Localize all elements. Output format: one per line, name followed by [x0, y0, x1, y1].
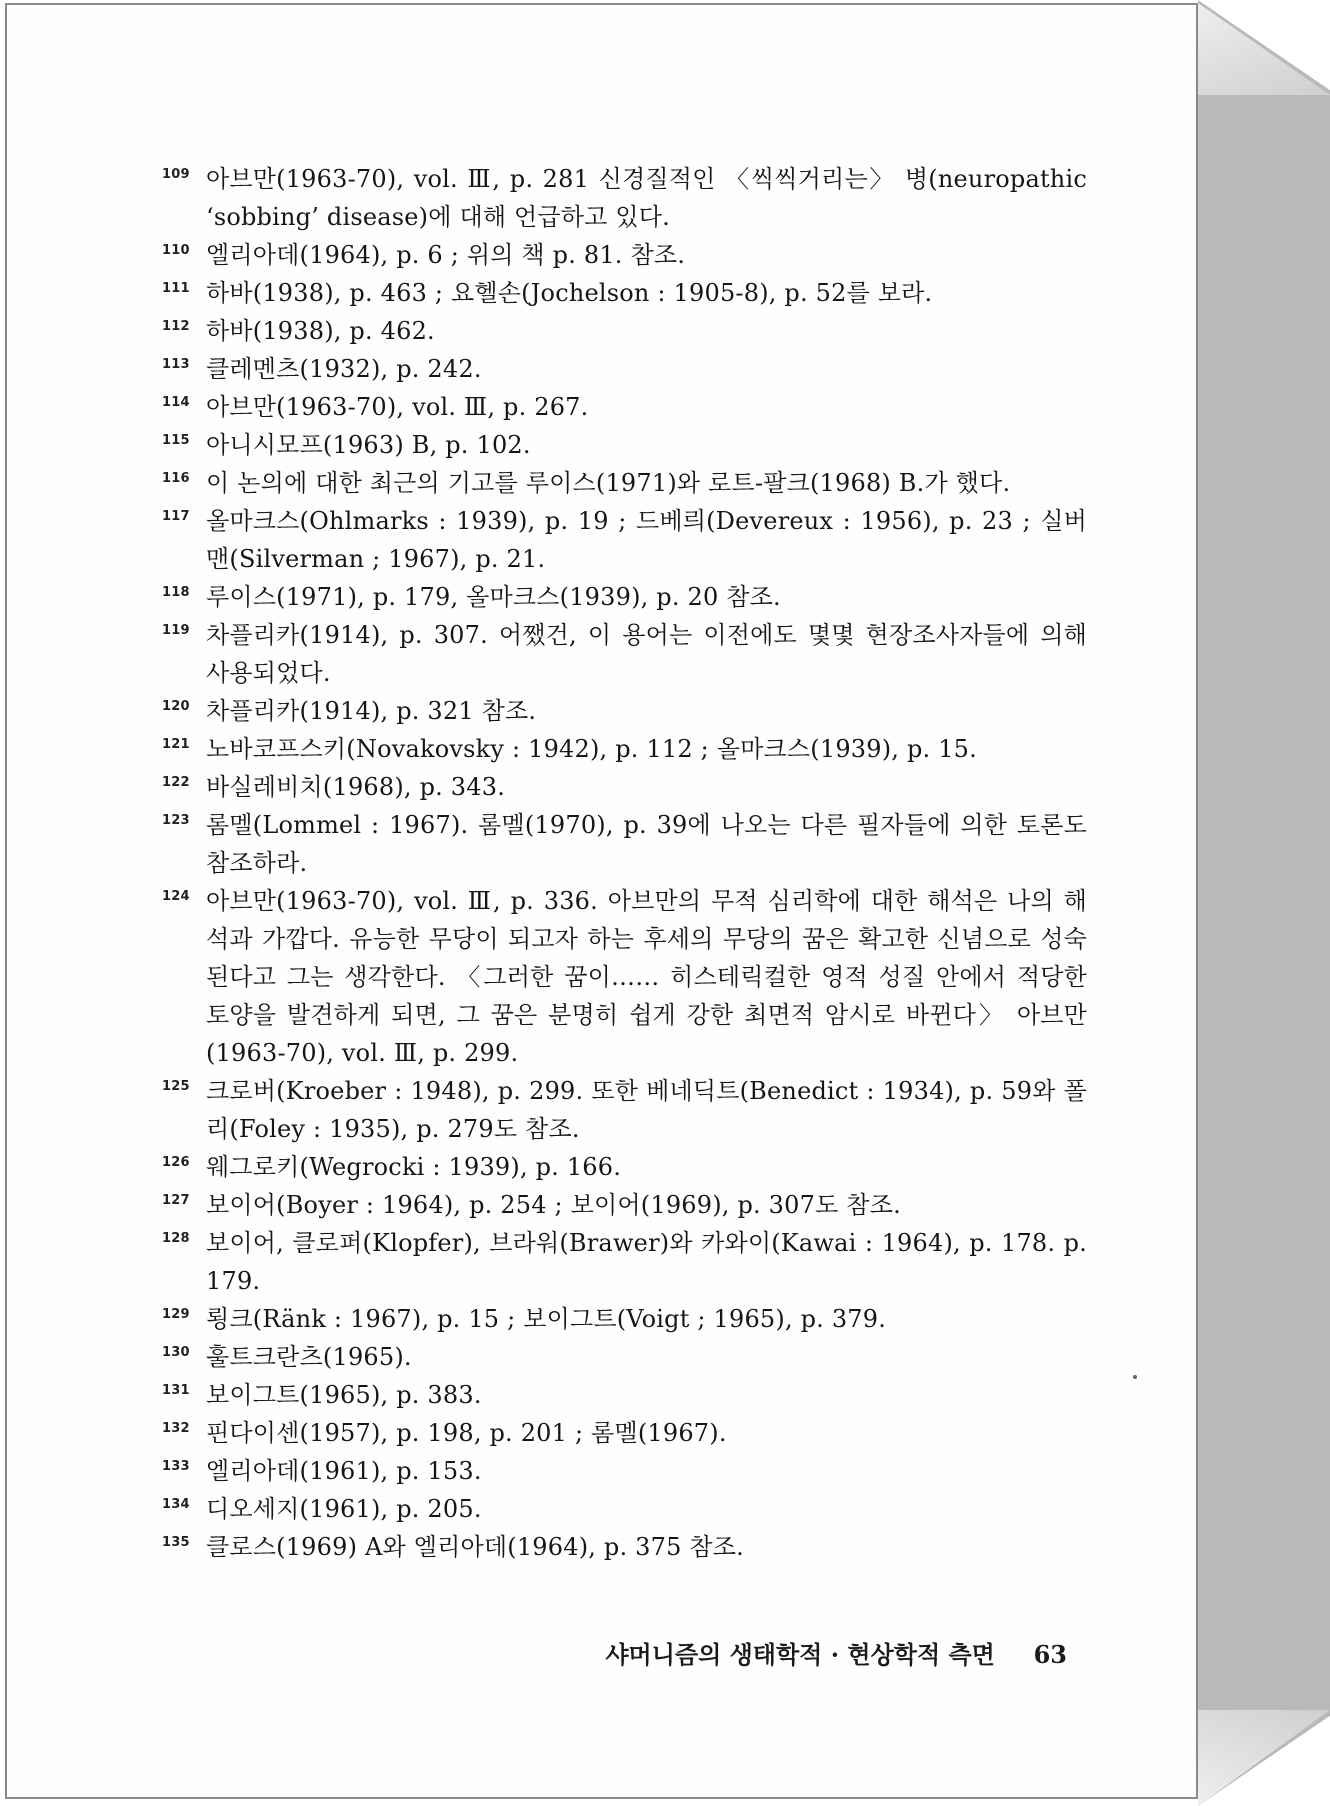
- endnote-text: 보이어, 클로퍼(Klopfer), 브라워(Brawer)와 카와이(Kawai : 1964), p. 178. p. 179.: [206, 1229, 1087, 1295]
- endnote-text: 핀다이센(1957), p. 198, p. 201 ; 롬멜(1967).: [206, 1419, 727, 1447]
- endnote: [162, 578, 1087, 616]
- book-page: [5, 3, 1198, 1799]
- endnote: [162, 1148, 1087, 1186]
- endnote-number: 134: [162, 1497, 190, 1512]
- endnote: [162, 426, 1087, 464]
- endnote-text: 노바코프스키(Novakovsky : 1942), p. 112 ; 올마크스(1939), p. 15.: [206, 735, 977, 763]
- endnote-text: 올마크스(Ohlmarks : 1939), p. 19 ; 드베릐(Devereux : 1956), p. 23 ; 실버맨(Silverman ; 1967), p. 21.: [206, 507, 1087, 573]
- endnote-number: 124: [162, 889, 190, 904]
- endnote-text: 루이스(1971), p. 179, 올마크스(1939), p. 20 참조.: [206, 583, 781, 611]
- endnote-number: 115: [162, 433, 190, 448]
- endnote: [162, 768, 1087, 806]
- endnote: [162, 1338, 1087, 1376]
- endnote-text: 엘리아데(1964), p. 6 ; 위의 책 p. 81. 참조.: [206, 241, 686, 269]
- endnote: [162, 1072, 1087, 1148]
- endnote-number: 131: [162, 1383, 190, 1398]
- endnote: [162, 1376, 1087, 1414]
- endnote-number: 116: [162, 471, 190, 486]
- endnote-number: 112: [162, 319, 190, 334]
- endnote-text: 웨그로키(Wegrocki : 1939), p. 166.: [206, 1153, 622, 1181]
- endnote-number: 119: [162, 623, 190, 638]
- endnote-text: 차플리카(1914), p. 307. 어쨌건, 이 용어는 이전에도 몇몇 현장조사자들에 의해 사용되었다.: [206, 621, 1087, 687]
- endnote-number: 117: [162, 509, 190, 524]
- endnote-number: 118: [162, 585, 190, 600]
- endnote: [162, 806, 1087, 882]
- endnote: [162, 1528, 1087, 1566]
- endnote-number: 126: [162, 1155, 190, 1170]
- endnote-text: 하바(1938), p. 463 ; 요헬손(Jochelson : 1905-8), p. 52를 보라.: [206, 279, 933, 307]
- endnote: [162, 160, 1087, 236]
- endnote: [162, 312, 1087, 350]
- endnote-number: 109: [162, 167, 190, 182]
- endnote-number: 123: [162, 813, 190, 828]
- endnote: [162, 1186, 1087, 1224]
- endnote-number: 135: [162, 1535, 190, 1550]
- endnote: [162, 502, 1087, 578]
- endnotes-list: [162, 160, 1087, 1566]
- endnote-number: 110: [162, 243, 190, 258]
- endnote-text: 룅크(Ränk : 1967), p. 15 ; 보이그트(Voigt ; 1965), p. 379.: [206, 1305, 887, 1333]
- endnote-text: 하바(1938), p. 462.: [206, 317, 435, 345]
- endnote-text: 아브만(1963-70), vol. Ⅲ, p. 267.: [206, 393, 589, 421]
- endnote: [162, 616, 1087, 692]
- endnote-number: 113: [162, 357, 190, 372]
- endnote: [162, 236, 1087, 274]
- endnote-text: 클로스(1969) A와 엘리아데(1964), p. 375 참조.: [206, 1533, 744, 1561]
- endnote-text: 보이어(Boyer : 1964), p. 254 ; 보이어(1969), p. 307도 참조.: [206, 1191, 901, 1219]
- endnote-number: 127: [162, 1193, 190, 1208]
- endnote: [162, 388, 1087, 426]
- endnote-text: 롬멜(Lommel : 1967). 롬멜(1970), p. 39에 나오는 다른 필자들에 의한 토론도 참조하라.: [206, 811, 1087, 877]
- running-title: 샤머니즘의 생태학적 · 현상학적 측면: [605, 1640, 995, 1669]
- endnote-number: 129: [162, 1307, 190, 1322]
- endnote-text: 차플리카(1914), p. 321 참조.: [206, 697, 537, 725]
- endnote-number: 122: [162, 775, 190, 790]
- endnote: [162, 274, 1087, 312]
- endnote-text: 클레멘츠(1932), p. 242.: [206, 355, 482, 383]
- endnote: [162, 1300, 1087, 1338]
- endnote-number: 125: [162, 1079, 190, 1094]
- book-edge: [1198, 0, 1330, 1806]
- endnote-number: 130: [162, 1345, 190, 1360]
- endnote: [162, 882, 1087, 1072]
- endnote-text: 보이그트(1965), p. 383.: [206, 1381, 482, 1409]
- endnote-text: 크로버(Kroeber : 1948), p. 299. 또한 베네딕트(Benedict : 1934), p. 59와 폴리(Foley : 1935), p. 279도 참조.: [206, 1077, 1087, 1143]
- endnote-text: 엘리아데(1961), p. 153.: [206, 1457, 482, 1485]
- endnote-text: 아브만(1963-70), vol. Ⅲ, p. 336. 아브만의 무적 심리학에 대한 해석은 나의 해석과 가깝다. 유능한 무당이 되고자 하는 후세의 무당의 꿈은 확고한 신념으로 성숙된다고 그는 생각한다. 〈그러한 꿈이…… 히스테릭컬한 영적 성질 안에서 적당한 토양을 발견하게 되면, 그 꿈은 분명히 쉽게 강한 최면적 암시로 바뀐다〉 아브만(1963-70), vol. Ⅲ, p. 299.: [206, 887, 1087, 1067]
- page-footer: [587, 1635, 1067, 1670]
- endnote-number: 120: [162, 699, 190, 714]
- page-number: 63: [1033, 1640, 1067, 1669]
- endnote: [162, 464, 1087, 502]
- endnote-text: 아니시모프(1963) B, p. 102.: [206, 431, 531, 459]
- endnote: [162, 350, 1087, 388]
- endnote: [162, 692, 1087, 730]
- endnote: [162, 1490, 1087, 1528]
- endnote-text: 디오세지(1961), p. 205.: [206, 1495, 482, 1523]
- endnote-text: 훌트크란츠(1965).: [206, 1343, 412, 1371]
- endnote: [162, 1224, 1087, 1300]
- endnote-number: 132: [162, 1421, 190, 1436]
- endnote: [162, 730, 1087, 768]
- endnote-number: 133: [162, 1459, 190, 1474]
- endnote-number: 111: [162, 281, 190, 296]
- endnote: [162, 1414, 1087, 1452]
- endnote-number: 114: [162, 395, 190, 410]
- endnote-text: 바실레비치(1968), p. 343.: [206, 773, 506, 801]
- endnote: [162, 1452, 1087, 1490]
- speck: [1133, 1375, 1137, 1379]
- endnote-number: 121: [162, 737, 190, 752]
- endnote-text: 이 논의에 대한 최근의 기고를 루이스(1971)와 로트-팔크(1968) B.가 했다.: [206, 469, 1011, 497]
- endnote-number: 128: [162, 1231, 190, 1246]
- endnote-text: 아브만(1963-70), vol. Ⅲ, p. 281 신경질적인 〈씩씩거리는〉 병(neuropathic ‘sobbing’ disease)에 대해 언급하고 있다.: [206, 165, 1087, 231]
